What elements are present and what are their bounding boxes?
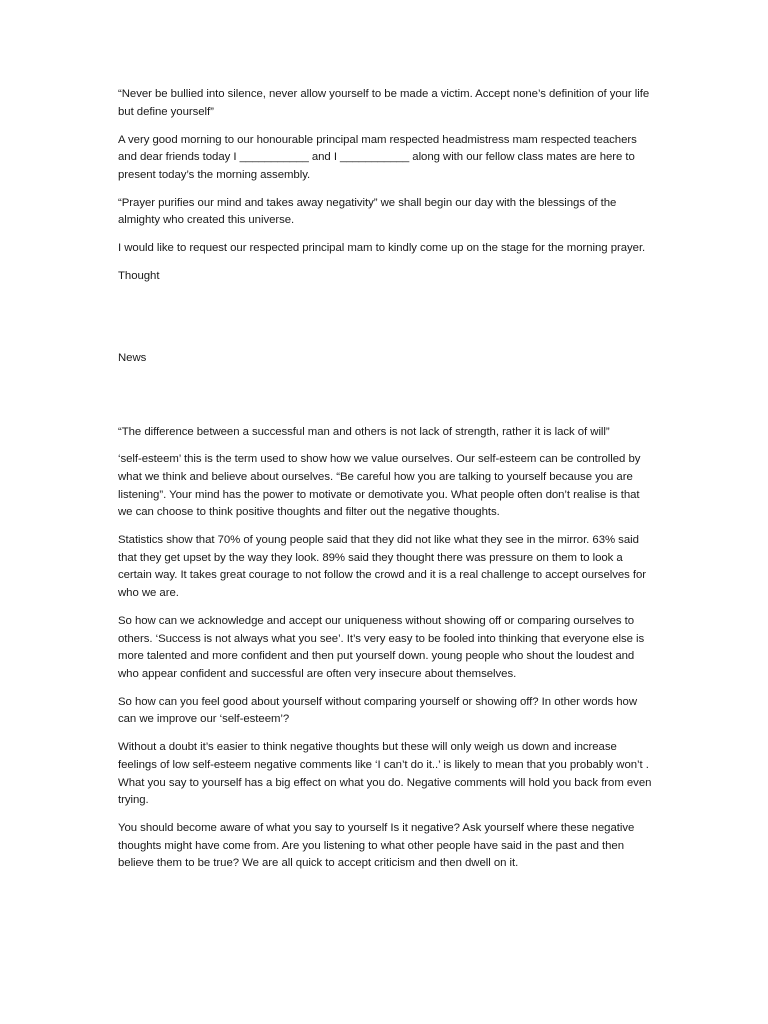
prayer-intro-paragraph: “Prayer purifies our mind and takes away negativity” we shall begin our day with the blessings of the almighty who created this universe. [118, 196, 617, 227]
negative-thoughts-paragraph: Without a doubt it’s easier to think negative thoughts but these will only weigh us down and increase feelings of low self-esteem negative comments like ‘I can’t do it..’ is likely to mean that you probably won’t . What you say to yourself has a big effect on what you do. Negative comments will hold you back from even trying. [118, 741, 652, 807]
will-quote: “The difference between a successful man and others is not lack of strength, rather it is lack of will” [118, 425, 610, 438]
feel-good-paragraph: So how can you feel good about yourself without comparing yourself or showing off? In other words how can we improve our ‘self-esteem’? [118, 695, 638, 726]
news-blank-space [118, 368, 652, 424]
document-page [118, 86, 652, 883]
thought-heading: Thought [118, 270, 160, 283]
news-heading: News [118, 351, 147, 364]
statistics-paragraph: Statistics show that 70% of young people said that they did not like what they see in the mirror. 63% said that they get upset by the way they look. 89% said they thought there was pressure on them to look a certain way. It takes great courage to not follow the crowd and it is a real challenge to accept ourselves for who we are. [118, 534, 647, 600]
thought-blank-space [118, 286, 652, 350]
greeting-paragraph: A very good morning to our honourable principal mam respected headmistress mam respected teachers and dear friends today I ___________ and I ___________ along with our fellow class mates are here to present today’s the morning assembly. [118, 133, 637, 181]
self-esteem-paragraph: ‘self-esteem’ this is the term used to show how we value ourselves. Our self-esteem can be controlled by what we think and believe about ourselves. “Be careful how you are talking to yourself because you are listening”. Your mind has the power to motivate or demotivate you. What people often don’t realise is that we can choose to think positive thoughts and filter out the negative thoughts. [118, 453, 641, 519]
uniqueness-paragraph: So how can we acknowledge and accept our uniqueness without showing off or comparing ourselves to others. ‘Success is not always what you see’. It’s very easy to be fooled into thinking that everyone else is more talented and more confident and then put yourself down. young people who shout the loudest and who appear confident and successful are often very insecure about themselves. [118, 615, 645, 680]
prayer-request-paragraph: I would like to request our respected principal mam to kindly come up on the stage for the morning prayer. [118, 242, 646, 255]
opening-quote: “Never be bullied into silence, never allow yourself to be made a victim. Accept none’s definition of your life but define yourself” [118, 88, 650, 118]
awareness-paragraph: You should become aware of what you say to yourself Is it negative? Ask yourself where these negative thoughts might have come from. Are you listening to what other people have said in the past and then believe them to be true? We are all quick to accept criticism and then dwell on it. [118, 822, 635, 870]
